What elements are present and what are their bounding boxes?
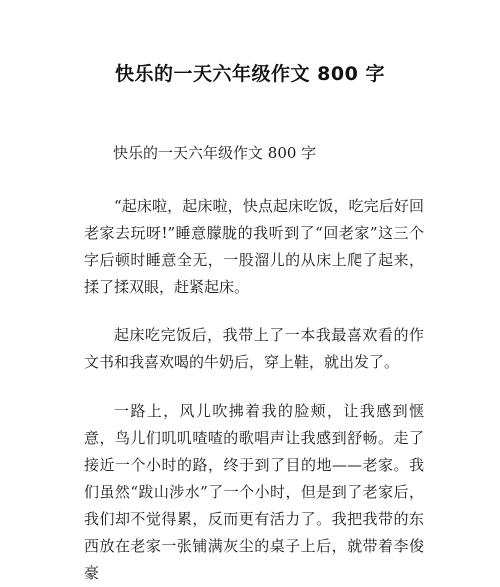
paragraph-1: “起床啦，起床啦，快点起床吃饭，吃完后好回老家去玩呀!”睡意朦胧的我听到了“回老家”这三个字后顿时睡意全无，一股溜儿的从床上爬了起来，揉了揉双眼，赶紧起床。 (84, 197, 424, 296)
paragraph-3: 一路上，风儿吹拂着我的脸颊，让我感到惬意，鸟儿们叽叽喳喳的歌唱声让我感到舒畅。走了接近一个小时的路，终于到了目的地——老家。我们虽然“跋山涉水”了一个小时，但是到了老家后，我们却不觉得累，反而更有活力了。我把我带的东西放在老家一张铺满灰尘的桌子上后，就带着李俊豪 (84, 402, 424, 582)
document-title: 快乐的一天六年级作文 800 字 (115, 63, 385, 85)
essay-heading: 快乐的一天六年级作文 800 字 (113, 144, 317, 162)
paragraph-2: 起床吃完饭后，我带上了一本我最喜欢看的作文书和我喜欢喝的牛奶后，穿上鞋，就出发了。 (84, 326, 424, 371)
